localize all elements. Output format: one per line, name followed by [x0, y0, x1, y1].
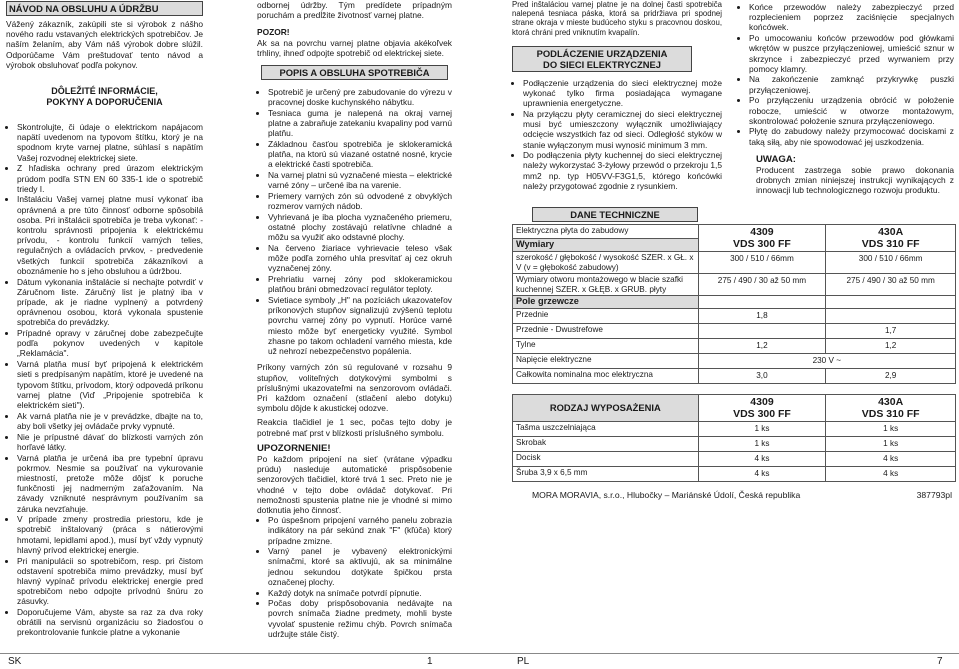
- list-item: • Po úspešnom pripojení varného panelu zobrazia indikátory na pár sekúnd znak "F" (kľúča) ktorý prípadne zmizne.: [268, 515, 452, 546]
- section-title: DÔLEŽITÉ INFORMÁCIE, POKYNY A DOPORUČENIA: [46, 86, 163, 108]
- table-cell: Docisk: [513, 452, 699, 467]
- footer-page-left: 1: [427, 656, 433, 667]
- table-cell: Przednie - Dwustrefowe: [513, 324, 699, 339]
- manual-header: NÁVOD NA OBSLUHU A ÚDRŽBU: [6, 1, 203, 16]
- table-row: [513, 274, 956, 296]
- table-row: [513, 252, 956, 274]
- table-cell: Przednie: [513, 309, 699, 324]
- list-item: • Vyhrievaná je iba plocha vyznačeného priemeru, ostatné plochy zostávajú relatívne chladné a môžu sa využiť ako odstavné plochy.: [268, 212, 452, 243]
- table-row: Docisk 4 ks 4 ks: [513, 452, 956, 467]
- list-item: • Końce przewodów należy zabezpieczyć przed rozplecieniem poprzez zaciśnięcie specjalnych końcówek.: [749, 2, 954, 33]
- footer-lang-left: SK: [8, 656, 22, 667]
- list-item: • Na varnej platni sú vyznačené miesta – elektrické varné zóny – určené iba na varenie.: [268, 170, 452, 190]
- description-box-title: POPIS A OBSLUHA SPOTREBIČA: [261, 65, 448, 80]
- list-item: • Prípadné opravy v záručnej dobe zabezpečujte podľa pokynov uvedených v kapitole „Reklamácia".: [17, 328, 203, 359]
- list-item: • Priemery varných zón sú odvodené z obvyklých rozmerov varných nádob.: [268, 191, 452, 211]
- table-cell: Elektryczna płyta do zabudowy: [513, 225, 699, 239]
- power-levels-text: Príkony varných zón sú regulované v rozsahu 9 stupňov, voliteľných dotykovými symbolmi s príslušnými ukazovateľmi na senzorovom ovládači. Pri každom označení (stlačení alebo dotyku) symbolu dôjde k akustickej odozve.: [257, 362, 452, 414]
- list-item: • Podłączenie urządzenia do sieci elektrycznej może wykonać tylko firma posiadająca wymagane uprawnienia energetyczne.: [523, 78, 722, 109]
- list-item: • Inštaláciu Vašej varnej platne musí vykonať iba oprávnená a pre túto činnosť odborne spôsobilá osoba. Pri inštalácii spotrebiča je treba vykonať: - kontrolu správnosti pripojenia k elektrickému prívodu, - kontrolu funkcií varných telies, regulačných a ovládacích prvkov, - predvedenie všetkých funkcií spotrebiča zákazníkovi a oboznámenie ho s jeho obsluhou a údržbou.: [17, 194, 203, 276]
- footer-divider: [0, 653, 959, 654]
- column-sk-right: [257, 0, 452, 640]
- column-pl-right: [738, 0, 954, 196]
- heating-field-header: Pole grzewcze: [513, 296, 699, 309]
- list-item: • Počas doby prispôsobovania nedávajte na povrch snímača žiadne predmety, mohli byste vyvolať spustenie režimu chýb. Povrch snímača udržujte stále čistý.: [268, 598, 452, 639]
- table-row: [513, 296, 956, 309]
- list-item: • Svietiace symboly „H" na pozíciách ukazovateľov príkonových stupňov signalizujú zvýšenú teplotu povrchu varnej zóny po vypnutí. Horúce varné miesto môže byť energeticky využité. Symbol zhasne po takom ochladení varného miesta, kde už nehrozí nebezpečenstvo popálenia.: [268, 295, 452, 356]
- list-item: • Płytę do zabudowy należy przymocować dociskami z taką siłą, aby nie spowodować jej uszkodzenia.: [749, 126, 954, 146]
- list-item: • Dátum vykonania inštalácie si nechajte potvrdiť v Záručnom liste. Záručný list je platný iba v prípade, ak je riadne vyplnený a potvrdený oprávnenou osobou, ktorá vykonala spustenie spotrebiča do prevádzky.: [17, 277, 203, 328]
- company-name: MORA MORAVIA, s.r.o., Hlubočky – Mariánské Údolí, Česká republika: [532, 490, 801, 501]
- table-cell: 275 / 490 / 30 až 50 mm: [826, 274, 956, 296]
- list-item: • Po umocowaniu końców przewodów pod główkami wkrętów w puszce przyłączeniowej, umieścić sznur w skrzynce i zabezpieczyć przed wyrwaniem przy pomocy klamry.: [749, 33, 954, 74]
- table-row: [513, 369, 956, 384]
- table-row: [513, 309, 956, 324]
- footer-lang-right: PL: [517, 656, 530, 667]
- table-cell: 275 / 490 / 30 až 50 mm: [698, 274, 826, 296]
- table-row: Šruba 3,9 x 6,5 mm 4 ks 4 ks: [513, 467, 956, 482]
- table-row: [513, 395, 956, 422]
- attention-title: UWAGA:: [756, 153, 796, 165]
- dimensions-header: Wymiary: [513, 238, 699, 252]
- list-item: • Na červeno žiariace vyhrievacie teleso však môže podľa zorného uhla presvitať aj cez okruh vyznačenej zóny.: [268, 243, 452, 274]
- connection-box-title: PODLÁCZENIE URZĄDZENIA DO SIECI ELEKTRYCZNEJ: [512, 46, 692, 72]
- table-cell: 2,9: [826, 369, 956, 384]
- table-cell: Tašma uszczelniająca: [513, 422, 699, 437]
- list-item: • Varný panel je vybavený elektronickými snímačmi, ktoré sa aktivujú, ak sa minimálne jednou sekundou dotýkate špičkou prsta označenej plochy.: [268, 546, 452, 587]
- model-430A: 430A VDS 310 FF: [826, 395, 956, 422]
- list-item: • Doporučujeme Vám, abyste sa raz za dva roky obrátili na servisnú organizáciu so žiadosťou o prekontrolovanie funkcie platne a vykonanie: [17, 607, 203, 638]
- list-item: • Prehriatiu varnej zóny pod sklokeramickou platňou bráni obmedzovací regulátor teploty.: [268, 274, 452, 294]
- list-item: • Z hľadiska ochrany pred úrazom elektrickým prúdom podľa STN EN 60 335-1 ide o spotrebič triedy I.: [17, 163, 203, 194]
- table-cell: Całkowita nominalna moc elektryczna: [513, 369, 699, 384]
- list-item: • Na przyłączu płyty ceramicznej do sieci elektrycznej musi być umieszczony wyłącznik umożliwiający odcięcie wszystkich faz od sieci. Odległość styków w stanie wyłączonym musi wynosić minimum 3 mm.: [523, 109, 722, 150]
- accessories-table: [512, 394, 956, 482]
- list-item: • Skontrolujte, či údaje o elektrickom napájacom napätí uvedenom na typovom štítku, ktorý je na spodnom kryte varnej platne, súhlasí s napätím Vašej rozvodnej elektrickej siete.: [17, 122, 203, 163]
- table-cell: 3,0: [698, 369, 826, 384]
- table-cell: Skrobak: [513, 437, 699, 452]
- table-cell: 1,2: [826, 339, 956, 354]
- table-cell: Wymiary otworu montażowego w blacie szafki kuchennej SZER. x GŁĘB. x GRUB. płyty: [513, 274, 699, 296]
- list-item: • Tesniaca guma je nalepená na okraj varnej platne a zabraňuje zatekaniu kvapaliny pod varnú platňu.: [268, 108, 452, 139]
- model-4309: 4309 VDS 300 FF: [698, 225, 826, 252]
- warning-title: POZOR!: [257, 27, 290, 38]
- list-item: • Ak varná platňa nie je v prevádzke, dbajte na to, aby boli všetky jej ovládače prvky vypnuté.: [17, 411, 203, 431]
- warning-text: Ak sa na povrchu varnej platne objavia akékoľvek trhliny, ihneď odpojte spotrebič od elektrickej siete.: [257, 37, 452, 58]
- intro-text: Vážený zákazník, zakúpili ste si výrobok z nášho nového radu vstavaných elektrických spotrebičov. Je naším želaním, aby Vám náš výrobok dobre slúžil. Odporúčame Vám preštudovať tento návod a výrobok obsluhovať podľa pokynov.: [6, 19, 203, 70]
- table-cell: Šruba 3,9 x 6,5 mm: [513, 467, 699, 482]
- list-item: • Každý dotyk na snímače potvrdí pípnutie.: [268, 588, 452, 598]
- table-cell: 1,7: [826, 324, 956, 339]
- technical-data-title: DANE TECHNICZNE: [532, 207, 698, 222]
- list-item: • Spotrebič je určený pre zabudovanie do výrezu v pracovnej doske kuchynského nábytku.: [268, 87, 452, 107]
- table-cell: szerokość / głębokość / wysokość SZER. x GŁ. x V (v = głębokość zabudowy): [513, 252, 699, 274]
- table-row: [513, 324, 956, 339]
- list-item: • Pri manipulácii so spotrebičom, resp. pri čistom odstavení spotrebiča mimo prevádzky, musí byť hlavný vypínač prívodu elektrickej energie pred spotrebičom nebo odpojte prívodnú šnúru zo zásuvky.: [17, 556, 203, 607]
- description-list: [257, 87, 452, 356]
- company-line: [512, 490, 956, 502]
- list-item: • Nie je prípustné dávať do blízkosti varných zón horľavé látky.: [17, 432, 203, 452]
- seal-text: Pred inštaláciou varnej platne je na dolnej časti spotrebiča nalepená tesniaca páska, ktorá sa pridržiava pri spodnej strane okraja v mieste budúceho styku s pracovnou doskou, ktorá chráni pred vniknutím kvapalín.: [512, 0, 722, 37]
- table-cell: 300 / 510 / 66mm: [826, 252, 956, 274]
- table-row: [513, 354, 956, 369]
- table-row: [513, 339, 956, 354]
- table-cell: 300 / 510 / 66mm: [698, 252, 826, 274]
- attention-text: Producent zastrzega sobie prawo dokonania drobnych zmian niniejszej instrukcji wynikających z innowacji lub technologicznego rozwoju produktu.: [756, 165, 954, 196]
- table-cell: Tylne: [513, 339, 699, 354]
- table-cell: 230 V ~: [698, 354, 955, 369]
- footer-page-right: 7: [937, 656, 943, 667]
- table-row: Tašma uszczelniająca 1 ks 1 ks: [513, 422, 956, 437]
- button-reaction-text: Reakcia tlačidiel je 1 sec, počas tejto doby je potrebné mať prst v blízkosti príslušného symbolu.: [257, 417, 452, 438]
- connection-list: [512, 78, 722, 191]
- table-row: [513, 225, 956, 239]
- accessories-title: RODZAJ WYPOSAŻENIA: [513, 395, 699, 422]
- list-item: • V prípade zmeny prostredia priestoru, kde je spotrebič inštalovaný (práca s nátierovými hmotami, lepidlami apod.), musí byť vždy vypnutý hlavný prívod elektrickej energie.: [17, 514, 203, 555]
- table-cell: 1,8: [698, 309, 826, 324]
- notice-text: Po každom pripojení na sieť (vrátane výpadku prúdu) nasleduje automatické prispôsobenie senzorových tlačidiel, ktoré trvá 1 sec. Preto nie je vhodné v tejto dobe ovládač dotykovať. Pri nemožnosti spustenia platne nie je vhodné si mimo dotknutia jeho činnosť.: [257, 453, 452, 515]
- model-4309: 4309 VDS 300 FF: [698, 395, 826, 422]
- list-item: • Základnou časťou spotrebiča je sklokeramická platňa, na ktorú sú viazané ostatné nosné, krycie a elektrické časti spotrebiča.: [268, 139, 452, 170]
- model-430A: 430A VDS 310 FF: [826, 225, 956, 252]
- wiring-list: [738, 2, 954, 147]
- list-item: • Do podłączenia płyty kuchennej do sieci elektrycznej należy wykorzystać 3-żyłowy przewód o przekroju 1,5 mm2 np. typ H05VV-F3G1,5, którego końcówki należy przygotować zgodnie z rysunkiem.: [523, 150, 722, 191]
- notice-title: UPOZORNENIE!: [257, 442, 331, 454]
- table-row: Skrobak 1 ks 1 ks: [513, 437, 956, 452]
- table-cell: Napięcie elektryczne: [513, 354, 699, 369]
- technical-data-table: [512, 224, 956, 384]
- column-sk-left: [6, 0, 203, 638]
- sensor-list: [257, 515, 452, 639]
- table-cell: 1,2: [698, 339, 826, 354]
- list-item: • Na zakończenie zamknąć przykrywkę puszki przyłączeniowej.: [749, 74, 954, 94]
- maintenance-text: odbornej údržby. Tým predídete prípadným poruchám a predĺžite životnosť varnej platne.: [257, 0, 452, 21]
- info-list: [6, 122, 203, 638]
- list-item: • Varná platňa musí byť pripojená k elektrickém sieti s predpísaným napätím, ktoré je uvedené na typovom štítku, prívodom, ktorý odpovedá príkonu varnej platne (Viď „Pripojenie spotrebiča k elektrickém sieti").: [17, 359, 203, 410]
- document-code: 387793pl: [916, 490, 952, 501]
- technical-data-section: [512, 207, 956, 502]
- list-item: • Po przyłączeniu urządzenia obrócić w położenie robocze, umieścić w otworze montażowym, skontrolować położenie sznura przyłączeniowego.: [749, 95, 954, 126]
- list-item: • Varná platňa je určená iba pre typební úpravu pokrmov. Nesmie sa používať na vykurovanie miestností, pretože môže dôjsť k poruche funkčnosti jej nadmerným zaťažovaním. Na závady vzniknuté nesprávnym používaním sa záruka nevzťahuje.: [17, 453, 203, 514]
